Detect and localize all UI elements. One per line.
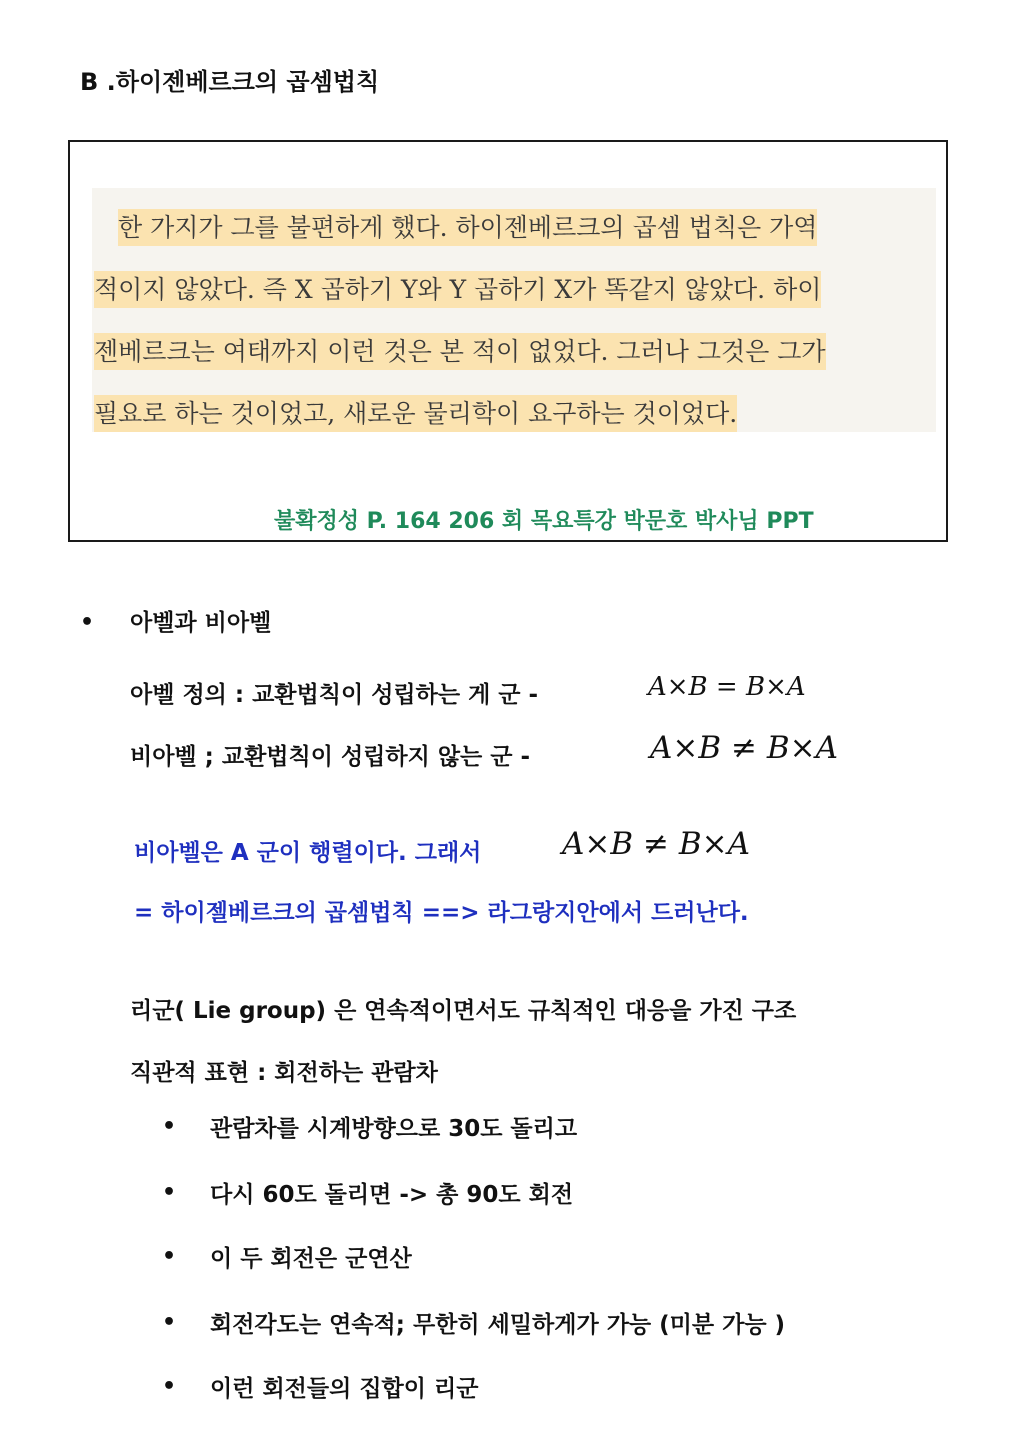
bullet-dot: • <box>80 610 95 635</box>
quote-line: 한 가지가 그를 불편하게 했다. 하이젠베르크의 곱셈 법칙은 가역 <box>118 208 817 244</box>
nonabel-formula: A×B ≠ B×A <box>650 730 838 766</box>
quote-line: 적이지 않았다. 즉 X 곱하기 Y와 Y 곱하기 X가 똑같지 않았다. 하이 <box>94 270 821 306</box>
list-bullet: • <box>162 1374 177 1399</box>
heisenberg-note: = 하이젤베르크의 곱셈법칙 ==> 라그랑지안에서 드러난다. <box>134 900 749 926</box>
lie-group-definition: 리군( Lie group) 은 연속적이면서도 규칙적인 대응을 가진 구조 <box>130 998 797 1024</box>
nonabel-matrix-formula: A×B ≠ B×A <box>562 826 750 862</box>
list-bullet: • <box>162 1180 177 1205</box>
list-item: 이 두 회전은 군연산 <box>210 1246 412 1272</box>
section-title: 아벨과 비아벨 <box>130 610 272 636</box>
list-item: 관람차를 시계방향으로 30도 돌리고 <box>210 1116 578 1142</box>
scanned-excerpt <box>92 188 936 432</box>
intuition-line: 직관적 표현 : 회전하는 관람차 <box>130 1060 438 1086</box>
nonabel-definition: 비아벨 ; 교환법칙이 성립하지 않는 군 - <box>130 744 531 770</box>
page-heading: B .하이젠베르크의 곱셈법칙 <box>80 68 380 96</box>
list-bullet: • <box>162 1244 177 1269</box>
list-item: 이런 회전들의 집합이 리군 <box>210 1376 479 1402</box>
nonabel-matrix-note: 비아벨은 A 군이 행렬이다. 그래서 <box>134 840 482 866</box>
list-item: 다시 60도 돌리면 -> 총 90도 회전 <box>210 1182 574 1208</box>
abel-formula: A×B = B×A <box>648 672 806 702</box>
abel-definition: 아벨 정의 : 교환법칙이 성립하는 게 군 - <box>130 682 539 708</box>
quote-line: 젠베르크는 여태까지 이런 것은 본 적이 없었다. 그러나 그것은 그가 <box>94 332 826 368</box>
list-bullet: • <box>162 1310 177 1335</box>
quote-box <box>68 140 948 542</box>
list-item: 회전각도는 연속적; 무한히 세밀하게가 가능 (미분 가능 ) <box>210 1312 786 1338</box>
quote-line: 필요로 하는 것이었고, 새로운 물리학이 요구하는 것이었다. <box>94 394 737 430</box>
quote-source: 불확정성 P. 164 206 회 목요특강 박문호 박사님 PPT <box>274 509 814 534</box>
list-bullet: • <box>162 1114 177 1139</box>
